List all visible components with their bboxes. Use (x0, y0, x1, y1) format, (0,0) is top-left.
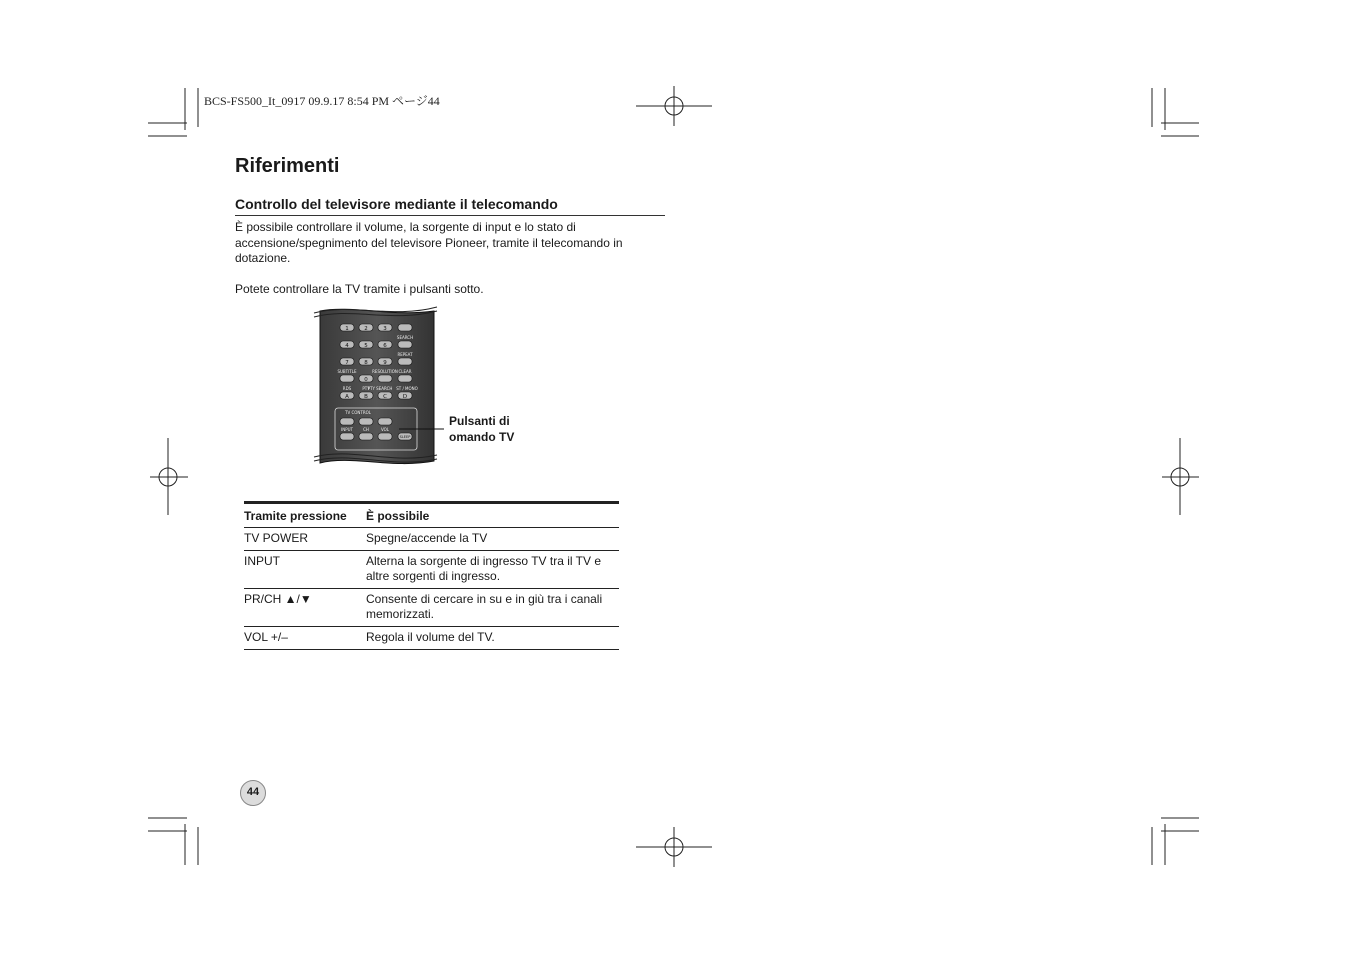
svg-text:RDS: RDS (342, 386, 352, 391)
svg-text:1: 1 (345, 326, 349, 332)
svg-text:CLEAR: CLEAR (398, 369, 412, 374)
svg-text:INPUT: INPUT (341, 427, 353, 432)
table-cell: INPUT (244, 551, 366, 589)
table-row (244, 589, 619, 627)
callout-line-2: omando TV (449, 430, 515, 444)
svg-text:9: 9 (383, 360, 387, 366)
svg-text:B: B (364, 394, 368, 400)
svg-text:VOL: VOL (380, 427, 390, 432)
svg-text:SLEEP: SLEEP (399, 435, 411, 439)
table-cell: Regola il volume del TV. (366, 627, 619, 650)
table-cell: VOL +/– (244, 627, 366, 650)
svg-text:SUBTITLE: SUBTITLE (337, 369, 357, 374)
svg-text:TV CONTROL: TV CONTROL (345, 410, 371, 415)
remote-control-illustration (312, 305, 462, 470)
table-row (244, 627, 619, 650)
svg-text:C: C (383, 394, 387, 400)
svg-text:4: 4 (345, 343, 349, 349)
tv-control-table (244, 501, 619, 650)
svg-text:D: D (402, 394, 408, 400)
table-row (244, 528, 619, 551)
page-number-badge: 44 (240, 780, 266, 806)
table-header-row (244, 503, 619, 528)
column-header: Tramite pressione (244, 503, 366, 528)
table-cell: TV POWER (244, 528, 366, 551)
svg-text:ST / MONO: ST / MONO (396, 386, 418, 391)
callout-line-1: Pulsanti di (449, 414, 510, 428)
intro-paragraph: È possibile controllare il volume, la sorgente di input e lo stato di accensione/spegnimento del televisore Pioneer, tramite il telecomando in dotazione. (235, 220, 623, 265)
svg-text:0: 0 (364, 377, 368, 383)
svg-text:SEARCH: SEARCH (396, 335, 414, 340)
svg-text:2: 2 (364, 326, 368, 332)
table-row (244, 551, 619, 589)
svg-text:6: 6 (383, 343, 387, 349)
svg-text:RESOLUTION: RESOLUTION (372, 369, 398, 374)
table-cell: Spegne/accende la TV (366, 528, 619, 551)
tv-buttons-callout (449, 413, 514, 445)
instruction-paragraph: Potete controllare la TV tramite i pulsanti sotto. (235, 282, 484, 296)
svg-text:PTY: PTY (362, 386, 370, 391)
svg-text:8: 8 (364, 360, 368, 366)
column-header: È possibile (366, 503, 619, 528)
svg-text:3: 3 (383, 326, 387, 332)
table-cell: Consente di cercare in su e in giù tra i canali memorizzati. (366, 589, 619, 627)
print-header: BCS-FS500_It_0917 09.9.17 8:54 PM ページ44 (204, 94, 440, 108)
svg-text:5: 5 (364, 343, 368, 349)
section-heading: Controllo del televisore mediante il telecomando (235, 196, 665, 216)
svg-text:CH: CH (363, 427, 369, 432)
table-cell: PR/CH ▲/▼ (244, 589, 366, 627)
svg-text:A: A (345, 394, 349, 400)
svg-text:REPEAT: REPEAT (397, 352, 413, 357)
svg-text:PTY SEARCH: PTY SEARCH (367, 386, 393, 391)
table-cell: Alterna la sorgente di ingresso TV tra il TV e altre sorgenti di ingresso. (366, 551, 619, 589)
svg-text:7: 7 (345, 360, 349, 366)
page-title: Riferimenti (235, 155, 340, 177)
